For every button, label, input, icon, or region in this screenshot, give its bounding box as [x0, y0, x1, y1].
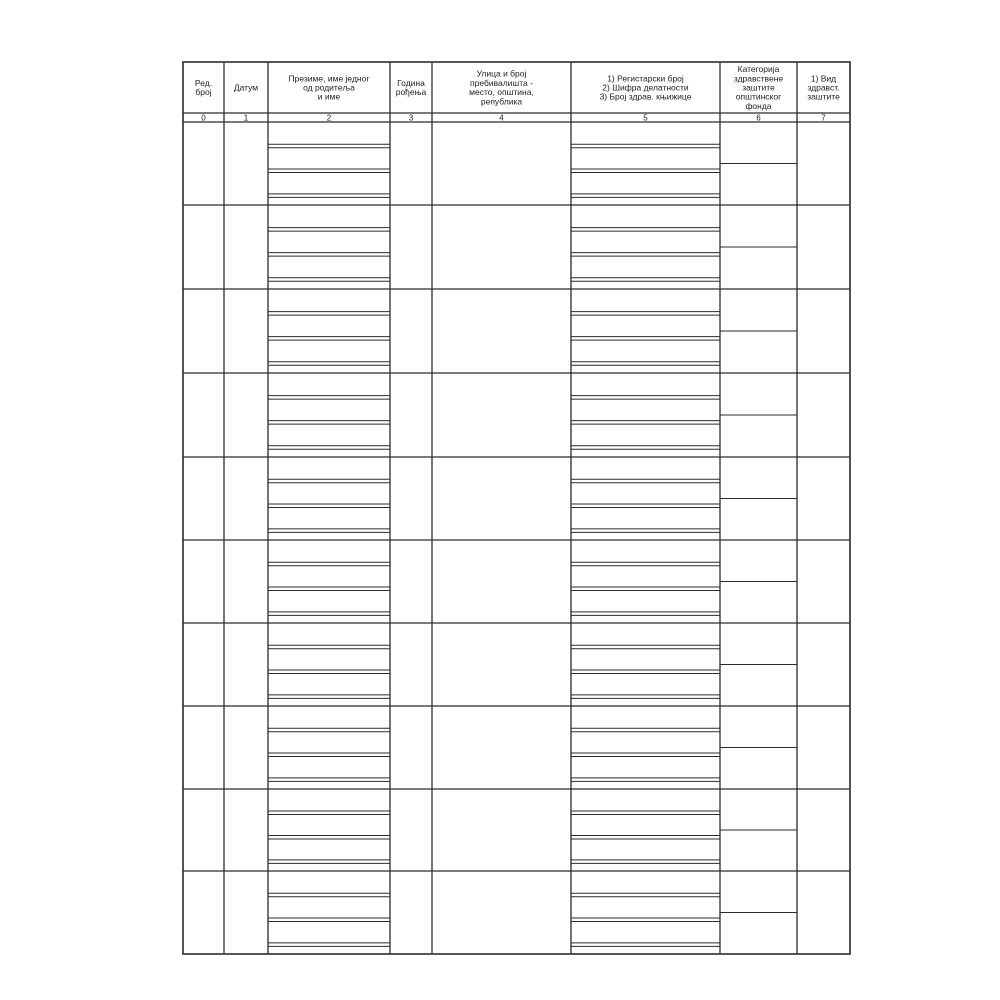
column-number: 3: [408, 113, 414, 123]
column-header-line: Улица и број: [476, 68, 527, 79]
column-header-line: општинског: [735, 91, 782, 102]
column-header-line: и име: [317, 91, 341, 102]
column-header-line: 1) Регистарски број: [607, 73, 684, 84]
table-grid: [183, 62, 850, 954]
column-header-line: заштите: [807, 91, 840, 102]
column-header-line: 2) Шифра делатности: [602, 82, 689, 93]
column-number: 0: [201, 113, 206, 123]
column-number: 5: [643, 113, 648, 123]
column-header-line: број: [195, 87, 212, 98]
column-header-line: Категорија: [737, 64, 780, 75]
column-number: 1: [243, 113, 249, 123]
column-header-line: заштите: [742, 82, 775, 93]
column-number: 2: [326, 113, 332, 123]
column-header-line: 1) Вид: [810, 73, 837, 84]
column-header-line: Ред.: [194, 77, 213, 88]
column-headers: [195, 64, 840, 111]
column-number: 6: [756, 113, 761, 123]
column-number-row: [201, 114, 826, 123]
column-header-line: Презиме, име једног: [288, 73, 370, 84]
column-number: 7: [821, 113, 826, 123]
column-header-line: од родитеља: [303, 82, 355, 93]
column-header-line: 3) Број здрав. књижице: [599, 91, 692, 102]
column-header-line: Датум: [233, 82, 259, 93]
column-header-line: место, општина,: [469, 87, 534, 98]
column-header-line: Година: [397, 77, 425, 88]
column-header-line: пребивалишта -: [470, 77, 533, 88]
column-header-line: здравствене: [733, 73, 784, 84]
column-number: 4: [499, 113, 504, 123]
column-header-line: република: [480, 96, 523, 107]
column-header-line: рођења: [395, 87, 427, 98]
column-header-line: здравст.: [807, 82, 840, 93]
column-header-line: фонда: [745, 100, 772, 111]
